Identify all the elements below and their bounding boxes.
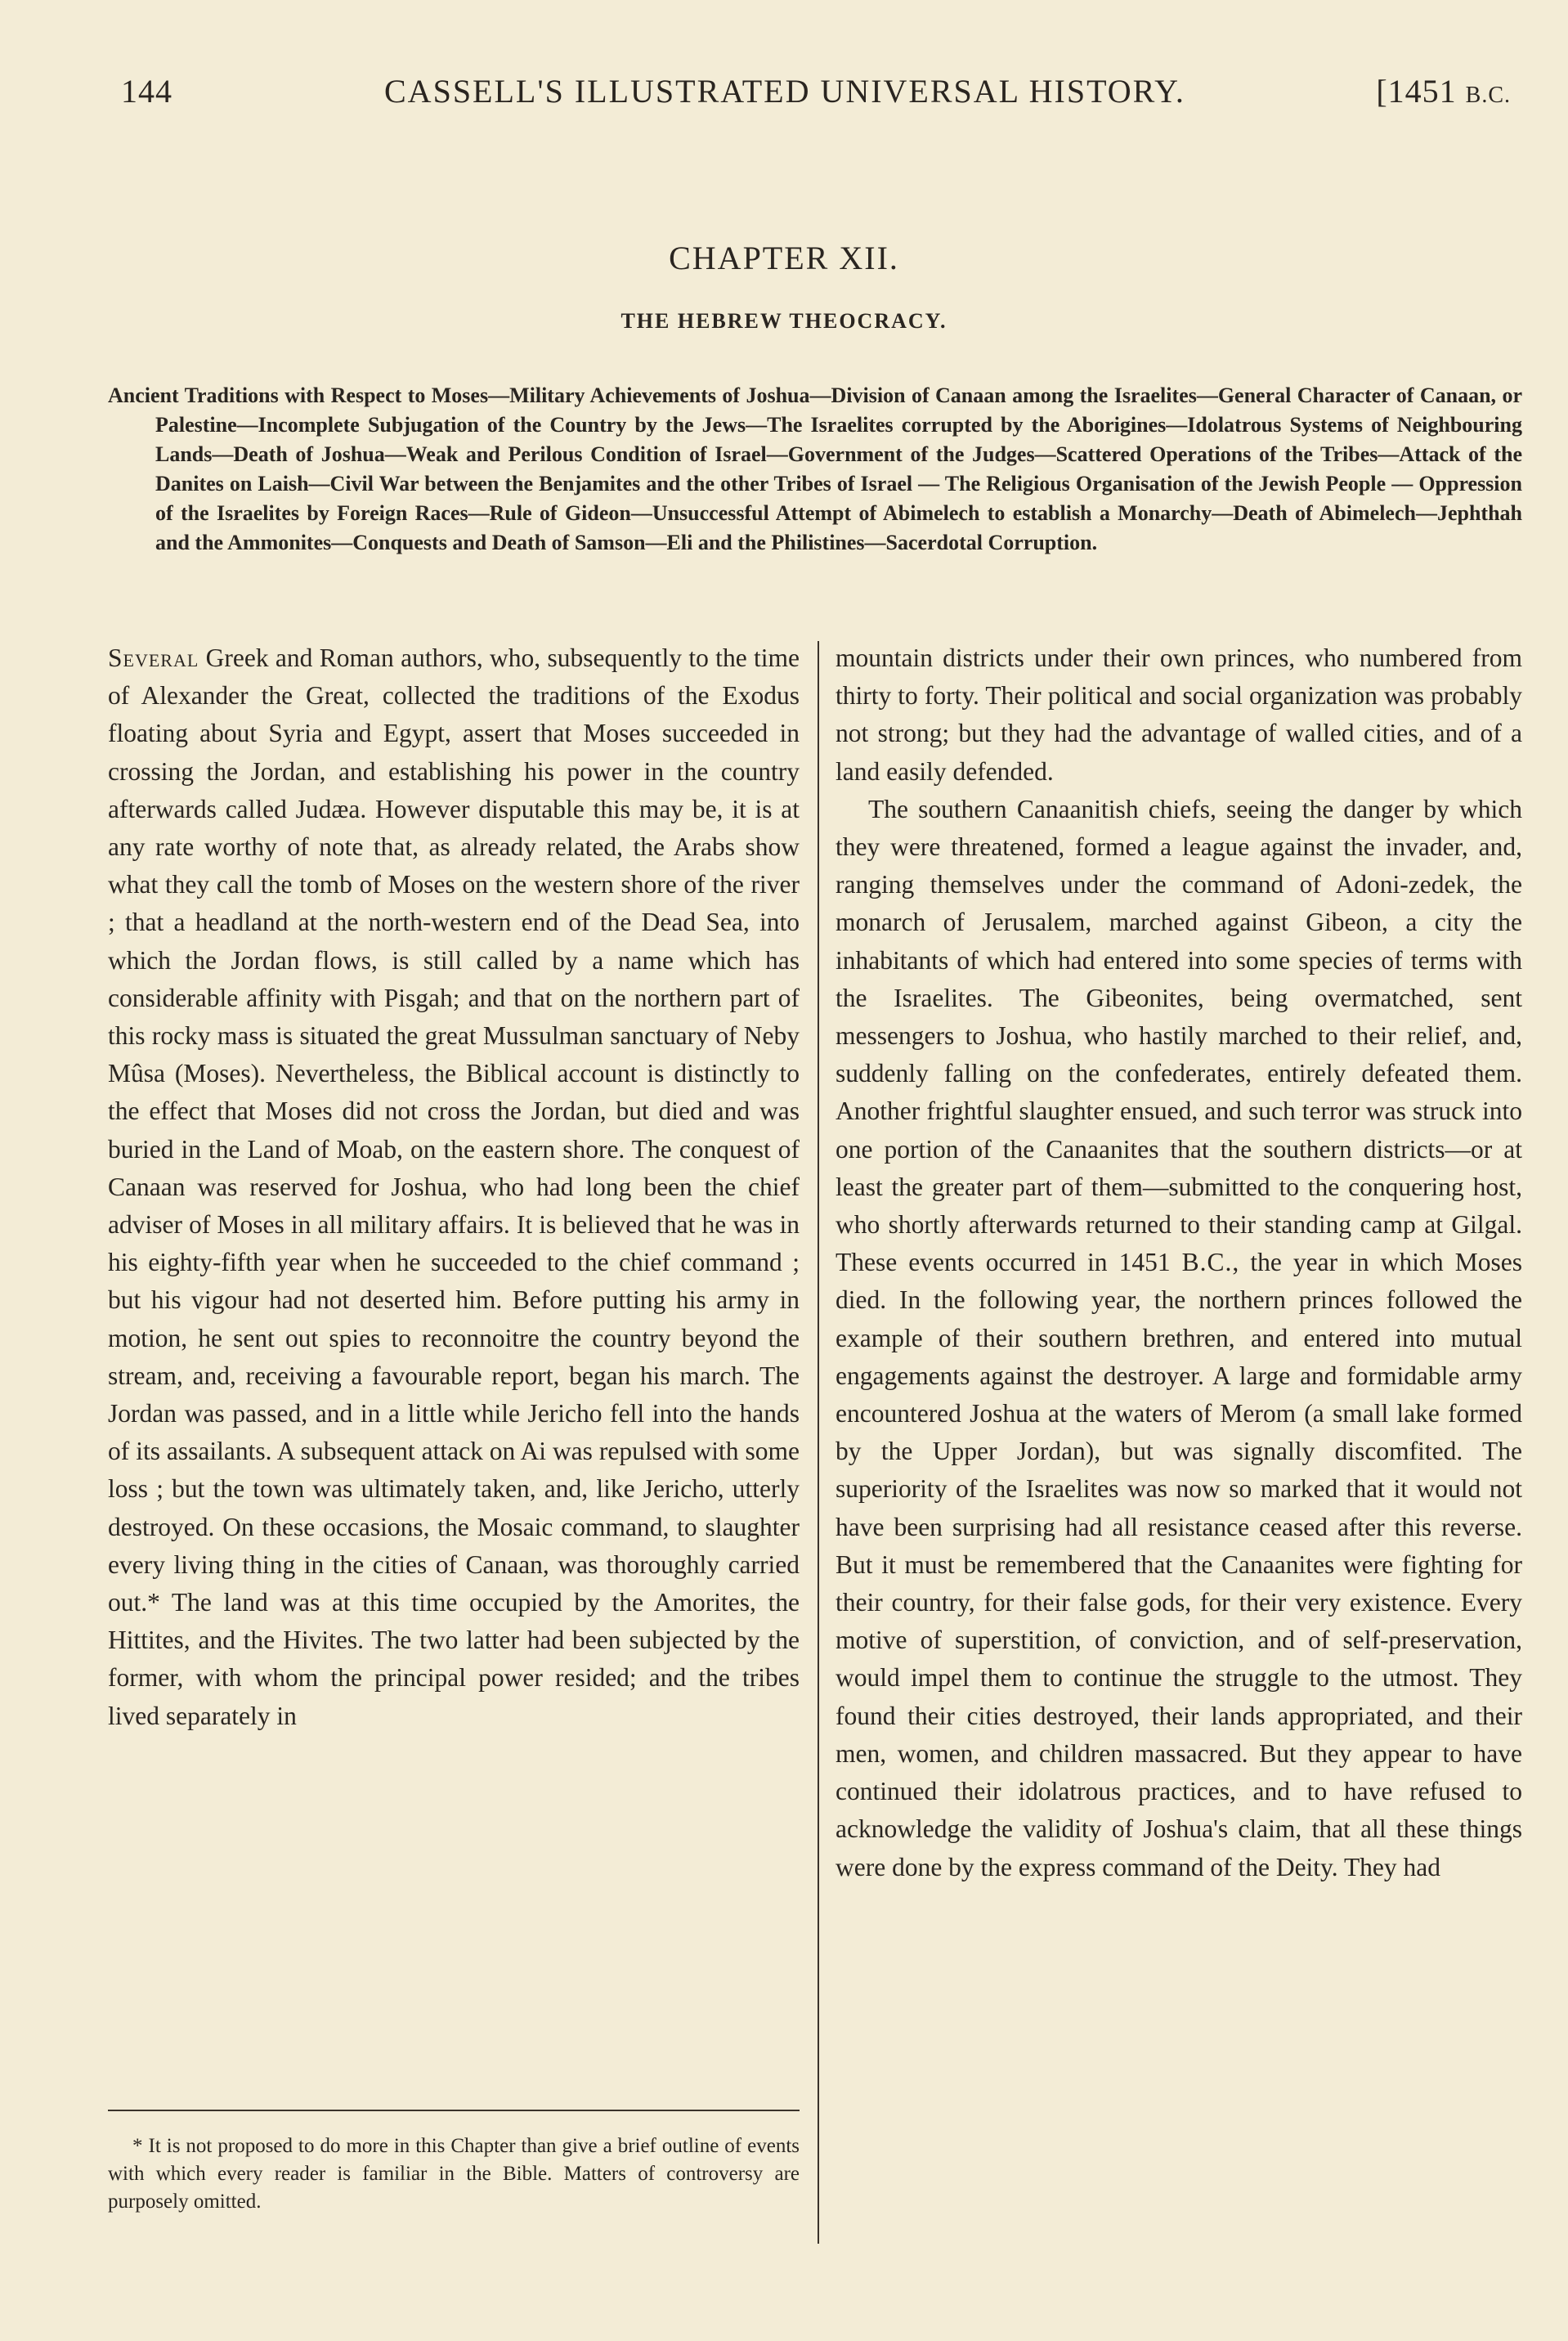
chapter-number: CHAPTER XII.: [669, 240, 899, 276]
synopsis-text: Ancient Traditions with Respect to Moses—Military Achievements of Joshua—Division of Canaan among the Israelites—General Character of Canaan, or Palestine—Incomplete Subjugation of the Country by the Jews—The Israelites corrupted by the Aborigines—Idolatrous Systems of Neighbouring Lands—Death of Joshua—Weak and Perilous Condition of Israel—Government of the Judges—Scattered Operations of the Tribes—Attack of the Danites on Laish—Civil War between the Benjamites and the other Tribes of Israel — The Religious Organisation of the Jewish People — Oppression of the Israelites by Foreign Races—Rule of Gideon—Unsuccessful Attempt of Abimelech to establish a Monarchy—Death of Abimelech—Jephthah and the Ammonites—Conquests and Death of Samson—Eli and the Philistines—Sacerdotal Corruption.: [108, 383, 1522, 554]
left-column: [108, 639, 800, 1735]
lead-word: Several: [108, 644, 199, 672]
chapter-synopsis: [108, 381, 1522, 558]
era-abbrev: B.C.: [1181, 1248, 1233, 1277]
running-title: CASSELL'S ILLUSTRATED UNIVERSAL HISTORY.: [384, 73, 1185, 110]
right-paragraph-1: mountain districts under their own princes, who numbered from thirty to forty. Their political and social organization was probably not strong; but they had the advantage of walled cities, and of a land easily defended.: [836, 644, 1522, 786]
date-era: B.C.: [1465, 83, 1511, 108]
column-divider: [818, 641, 819, 2244]
running-head: [121, 72, 1511, 121]
footnote-text: It is not proposed to do more in this Chapter than give a brief outline of events with which every reader is familiar in the Bible. Matters of controversy are purposely omitted.: [108, 2135, 800, 2213]
date-bracket: [1451: [1376, 73, 1457, 110]
page-number: 144: [121, 73, 172, 110]
right-paragraph-2: [836, 791, 1522, 1886]
right-column: [836, 639, 1522, 1886]
footnote: [108, 2132, 800, 2216]
right-paragraph-2a: The southern Canaanitish chiefs, seeing the danger by which they were threatened, formed a league against the invader, and, ranging themselves under the command of Adoni-zedek, the monarch of Jerusalem, marched against Gibeon, a city the inhabitants of which had entered into some species of terms with the Israelites. The Gibeonites, being overmatched, sent messengers to Joshua, who hastily marched to their relief, and, suddenly falling on the confederates, entirely defeated them. Another frightful slaughter ensued, and such terror was struck into one portion of the Canaanites that the southern districts—or at least the greater part of them—submitted to the conquering host, who shortly afterwards returned to their standing camp at Gilgal. These events occurred in 1451: [836, 794, 1522, 1277]
date-marker: [1376, 72, 1511, 110]
right-paragraph-2b: , the year in which Moses died. In the following year, the northern princes followed the example of their southern brethren, and entered into mutual engagements against the destroyer. A large and formidable army encountered Joshua at the waters of Merom (a small lake formed by the Upper Jordan), but was signally discomfited. The superiority of the Israelites was now so marked that it would not have been surprising had all resistance ceased after this reverse. But it must be remembered that the Canaanites were fighting for their country, for their false gods, for their very existence. Every motive of superstition, of conviction, and of self-preservation, would impel them to continue the struggle to the utmost. They found their cities destroyed, their lands appropriated, and their men, women, and children massacred. But they appear to have continued their idolatrous practices, and to have refused to acknowledge the validity of Joshua's claim, that all these things were done by the express command of the Deity. They had: [836, 1248, 1522, 1881]
left-paragraph-text: Greek and Roman authors, who, subsequently to the time of Alexander the Great, collected the traditions of the Exodus floating about Syria and Egypt, assert that Moses succeeded in crossing the Jordan, and establishing his power in the country afterwards called Judæa. However disputable this may be, it is at any rate worthy of note that, as already related, the Arabs show what they call the tomb of Moses on the western shore of the river ; that a headland at the north-western end of the Dead Sea, into which the Jordan flows, is still called by a name which has considerable affinity with Pisgah; and that on the northern part of this rocky mass is situated the great Mussulman sanctuary of Neby Mûsa (Moses). Nevertheless, the Biblical account is distinctly to the effect that Moses did not cross the Jordan, but died and was buried in the Land of Moab, on the eastern shore. The conquest of Canaan was reserved for Joshua, who had long been the chief adviser of Moses in all military affairs. It is believed that he was in his eighty-fifth year when he succeeded to the chief command ; but his vigour had not deserted him. Before putting his army in motion, he sent out spies to reconnoitre the country beyond the stream, and, receiving a favourable report, began his march. The Jordan was passed, and in a little while Jericho fell into the hands of its assailants. A subsequent attack on Ai was repulsed with some loss ; but the town was ultimately taken, and, like Jericho, utterly destroyed. On these occasions, the Mosaic command, to slaughter every living thing in the cities of Canaan, was thoroughly carried out.* The land was at this time occupied by the Amorites, the Hittites, and the Hivites. The two latter had been subjected by the former, with whom the principal power resided; and the tribes lived separately in: [108, 644, 800, 1730]
footnote-marker: *: [132, 2135, 143, 2157]
chapter-title: THE HEBREW THEOCRACY.: [620, 309, 948, 333]
footnote-rule: [108, 2110, 800, 2111]
left-paragraph: [108, 639, 800, 1735]
